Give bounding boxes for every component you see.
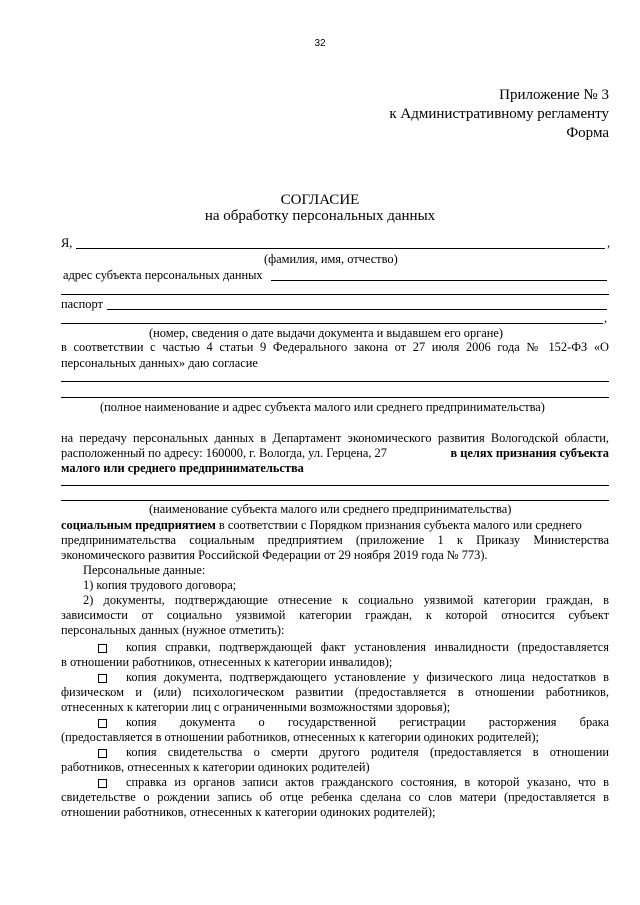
pd-heading: Персональные данные: — [83, 563, 206, 577]
check-4-line-2: работников, отнесенных к категории одиноких родителей) — [61, 760, 370, 774]
check-3-line-1: копия документа о государственной регистрации расторжения брака — [126, 715, 609, 729]
check-2-line-1: копия документа, подтверждающего установление у физического лица недостатков в — [126, 670, 609, 684]
social-line-1 — [61, 518, 582, 533]
law-line-2: персональных данных» даю согласие — [61, 356, 258, 370]
entity-caption: (полное наименование и адрес субъекта малого или среднего предпринимательства) — [100, 400, 545, 414]
entity-fill-line[interactable] — [61, 381, 609, 382]
transfer-purpose: в целях признания субъекта — [450, 446, 609, 460]
pd-item-2-line-1: 2) документы, подтверждающие отнесение к социально уязвимой категории граждан, в — [83, 593, 609, 607]
appendix-form-label: Форма — [566, 125, 609, 141]
checkbox-civil-registry[interactable] — [98, 779, 107, 788]
law-line-1: в соответствии с частью 4 статьи 9 Федерального закона от 27 июля 2006 года № 152-ФЗ «О — [61, 340, 609, 354]
passport-fill-line[interactable] — [107, 309, 607, 310]
check-5-line-2: свидетельстве о рождении запись об отце ребенка сделана со слов матери (предоставляется в — [61, 790, 609, 804]
check-5-line-3: отношении работников, отнесенных к категории одиноких родителей); — [61, 805, 436, 819]
document-subtitle: на обработку персональных данных — [204, 208, 436, 224]
check-3-line-2: (предоставляется в отношении работников, отнесенных к категории одиноких родителей); — [61, 730, 539, 744]
address-label: адрес субъекта персональных данных — [63, 268, 263, 282]
transfer-line-2 — [61, 446, 609, 461]
ya-comma: , — [607, 236, 611, 250]
pd-item-1: 1) копия трудового договора; — [83, 578, 237, 592]
page-number: 32 — [314, 38, 326, 49]
check-5-line-1: справка из органов записи актов гражданского состояния, в которой указано, что в — [126, 775, 609, 789]
pd-item-2-line-2: зависимости от социально уязвимой категории граждан, к которой относится субъект — [61, 608, 609, 622]
fio-fill-line[interactable] — [76, 248, 605, 249]
social-rest: в соответствии с Порядком признания субъекта малого или среднего — [215, 518, 582, 532]
appendix-reference: к Административному регламенту — [389, 106, 609, 122]
check-1-line-1: копия справки, подтверждающей факт установления инвалидности (предоставляется — [126, 640, 609, 654]
name-caption: (наименование субъекта малого или среднего предпринимательства) — [149, 502, 512, 516]
document-title: СОГЛАСИЕ — [280, 192, 360, 208]
transfer-line-1: на передачу персональных данных в Департамент экономического развития Вологодской области, — [61, 431, 609, 445]
name-fill-line-2[interactable] — [61, 500, 609, 501]
passport-comma: , — [604, 311, 608, 325]
checkbox-health-limits[interactable] — [98, 674, 107, 683]
pd-item-2-line-3: персональных данных (нужное отметить): — [61, 623, 285, 637]
transfer-address: расположенный по адресу: 160000, г. Вологда, ул. Герцена, 27 — [61, 446, 387, 460]
checkbox-disability[interactable] — [98, 644, 107, 653]
passport-fill-line-2[interactable] — [61, 323, 603, 324]
appendix-number: Приложение № 3 — [499, 87, 609, 103]
check-1-line-2: в отношении работников, отнесенных к категории инвалидов); — [61, 655, 393, 669]
check-2-line-2: физическом и (или) психологическом развитии (предоставляется в отношении работников, — [61, 685, 609, 699]
social-line-3: экономического развития Российской Федерации от 29 ноября 2019 года № 773). — [61, 548, 488, 562]
checkbox-divorce[interactable] — [98, 719, 107, 728]
passport-label: паспорт — [61, 297, 103, 311]
social-bold: социальным предприятием — [61, 518, 216, 532]
name-fill-line[interactable] — [61, 485, 609, 486]
checkbox-death-certificate[interactable] — [98, 749, 107, 758]
entity-fill-line-2[interactable] — [61, 397, 609, 398]
address-fill-line-2[interactable] — [61, 294, 609, 295]
ya-label: Я, — [61, 236, 73, 250]
check-4-line-1: копия свидетельства о смерти другого родителя (предоставляется в отношении — [126, 745, 609, 759]
address-fill-line[interactable] — [271, 280, 607, 281]
fio-caption: (фамилия, имя, отчество) — [264, 252, 398, 266]
check-2-line-3: отнесенных к категории лиц с ограниченными возможностями здоровья); — [61, 700, 451, 714]
social-line-2: предпринимательства социальным предприятием (приложение 1 к Приказу Министерства — [61, 533, 609, 547]
passport-caption: (номер, сведения о дате выдачи документа и выдавшем его органе) — [149, 326, 503, 340]
transfer-line-3: малого или среднего предпринимательства — [61, 461, 304, 475]
